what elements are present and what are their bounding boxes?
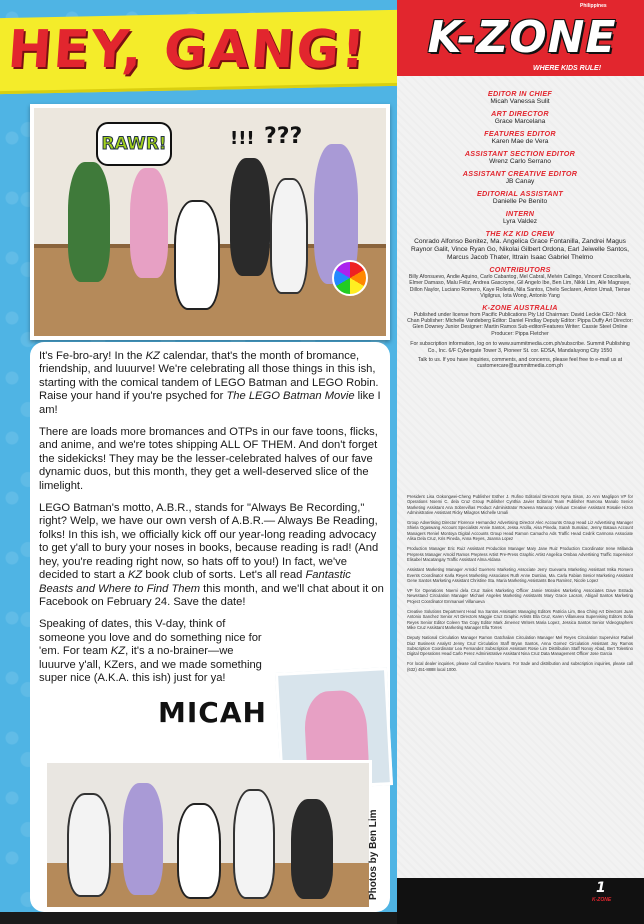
fineprint-block: For local dealer inquiries, please call Caroline Navarro. For trade and distribution and subscription inquiries, please call (632) 451-8888 local 1000.: [407, 661, 633, 672]
cow-costume-2: [67, 793, 111, 897]
role-name: JB Canay: [505, 178, 535, 185]
role-title: ASSISTANT SECTION EDITOR: [464, 149, 576, 158]
role-title: EDITOR IN CHIEF: [487, 89, 553, 98]
fineprint-block: Production Manager Eric Ruiz Assistant Production Manager Mary Jane Ruiz Production Coordinator Irene Millanda Prepress Manager Arnold Ramos Prepress Artist Pre-Press Graphic Artist Angelica Ombao Advertising Traffic Supervisor Elisabel Macatangay Traffic Assistant Alma Aldana: [407, 546, 633, 562]
p4-text-b: , it's a no-brainer—we luuurve y'all, KZers, and we made something super nice (A.K.A. this ish) just for ya!: [39, 645, 262, 684]
contributors-names: Billy Afonsuevo, Andie Aquino, Carlo Cabantog, Mel Cabral, Melvin Calingo, Vincent Coscolluela, Elmer Damaso, Malu Feliz, Andrea Gascoyne, Gil Angelo Ibe, Ben Lim, Nikki Lim, Aile Magnaye, Dillon Naylor, Luciano Romero, Kaye Rolleda, Nila Santos, Chelo Seclaren, Anton Umali, Tiense Vigilgrus, Iota Wong, Antonio Yang: [408, 274, 632, 300]
role-name: Karen Mae de Vera: [491, 138, 549, 145]
p3-text-c: this month, and we'll chat about it on Facebook on February 24. Save the date!: [39, 582, 384, 608]
role-title: ART DIRECTOR: [491, 109, 549, 118]
p1-movie-title: The LEGO Batman Movie: [226, 390, 355, 403]
penguin-costume: [230, 158, 270, 276]
role-name: Lyra Valdez: [502, 218, 538, 225]
editorial-paragraph-1: [39, 350, 384, 417]
panda-costume: [174, 200, 220, 310]
unicorn-costume-2: [123, 783, 163, 895]
hero-photo: [30, 104, 390, 340]
editorial-paragraph-3: [39, 502, 384, 609]
group-photo-bottom: [44, 760, 372, 910]
contributors-title: CONTRIBUTORS: [489, 265, 551, 274]
role-name: Danielle Pe Benito: [492, 198, 548, 205]
p4-kz: KZ: [110, 645, 126, 658]
editorial-paragraph-4: [39, 618, 271, 685]
p1-text-b: calendar, that's the month of bromance, friendship, and luuurve! We're celebrating all those things in this ish, starting with the comical tandem of LEGO Batman and LEGO Robin. Raise your hand if you're psyched for: [39, 350, 379, 403]
role-title: FEATURES EDITOR: [484, 129, 556, 138]
kzone-logo: K-ZONE: [427, 12, 617, 63]
contact-email: Talk to us. If you have inquiries, comments, and concerns, please feel free to e-mail us at customercare@summitmedia.com.ph: [417, 357, 623, 370]
p1-text-c: like I am!: [39, 390, 381, 416]
fineprint-block: VP for Operations Noemi dela Cruz Sales Marketing Officer Jamie Morales Marketing Associates Dave Estrada Newsstand Circulation Manager Michael Angeles Marketing Assistants Mary Grace Lacson, Abigail Santos Marketing Project Coordinator Emmanuel Villanueva: [407, 588, 633, 604]
p4-text-a: Speaking of dates, this V-day, think of someone you love and do something nice for 'em. For team: [39, 618, 262, 658]
cow-costume-3: [233, 789, 275, 899]
cow-costume: [270, 178, 308, 294]
penguin-costume-2: [291, 799, 333, 899]
rawr-text: RAWR!: [101, 134, 167, 154]
masthead: [407, 86, 633, 370]
staff-fineprint: [407, 494, 633, 677]
p3-book-title: Fantastic Beasts and Where to Find Them: [39, 569, 351, 595]
logo-tagline: WHERE KIDS RULE!: [530, 64, 604, 73]
p1-kz: KZ: [145, 350, 160, 362]
fineprint-block: Assistant Marketing Manager Arnold Guerrero Marketing Associate Jerry Guevarra Marketing Assistant Mika Romero Events Coordinator Karla Reyes Marketing Associates Ruth Anne Dumlao, Ma. Carla Fabian Senior Marketing Assistant Gene Santos Marketing Assistant Christine Sta. Maria Marketing Assistants Bea Ramirez, Nicole Lopez: [407, 567, 633, 583]
role-title: INTERN: [505, 209, 535, 218]
role-title: ASSISTANT CREATIVE EDITOR: [462, 169, 578, 178]
page-number: 1: [596, 880, 606, 896]
footer-brand: K-ZONE: [592, 897, 612, 903]
rawr-speech-bubble: [96, 122, 172, 166]
role-name: Grace Marcelana: [494, 118, 546, 125]
editorial-text: [39, 350, 384, 694]
australia-staff: Published under license from Pacific Publications Pty Ltd Chairman: David Leckie CEO: Nick Chan Publisher: Michelle Vandeberg Editor: Daniel Findlay Deputy Editor: Pippa Duffy Art Director: Glen Downey Junior Designer: Martin Ramos Sub-editor/Features Writer: Cassie Steel Online Producer: Pippa Fletcher: [407, 311, 633, 337]
role-name: Wrenz Carlo Serrano: [489, 158, 551, 165]
fineprint-block: Group Advertising Director Florence Hernandez Advertising Director Alec Accounts Group Head Liz Advertising Manager Shiela Ogaswang Account Specialists Annie Santos, Jessa Arcilla, Aisa Pineda, Sarah Sumalac, Jenny Bataua Account Managers Reniel Montoya Digital Accounts Group Head Ramon Camacho Ads Traffic Head Cedrik Carmona Associate Alisa Dela Cruz, Kris Pineda, Anna Reyes, Joanna Lopez: [407, 520, 633, 542]
role-title: EDITORIAL ASSISTANT: [476, 189, 564, 198]
exclaim-text: !!!: [230, 128, 255, 149]
editorial-paragraph-2: There are loads more bromances and OTPs in our fave toons, flicks, and anime, and we're totes shipping ALL OF THEM. And don't forget the sidekicks! They may be the lesser-celebrated halves of our fave dynamic duos, but this month, they get a well-deserved slice of the limelight.: [39, 426, 378, 492]
pink-costume: [130, 168, 168, 278]
rainbow-sticker-icon: [332, 260, 368, 296]
fineprint-block: President Lisa Gokongwei-Cheng Publisher Esther J. Rufino Editorial Directors Nyna Sison, Jo Ann Maglipon VP for Operations Noemi C. dela Cruz Group Publisher Cynthia Javier Editorial Team Publisher Ramona Manalo Senior Marketing Assistant Ana Sobreviñas Product Administrator Rowena Manacop Vinluan Creative Assistant Rosalie Hizon Administrative Assistant Ricky Milagros Michelle Umali: [407, 494, 633, 515]
crew-title: THE KZ KID CREW: [485, 229, 555, 238]
p3-text-b: book club of sorts. Let's all read: [142, 569, 306, 582]
question-text: ???: [264, 124, 303, 149]
panda-costume-2: [177, 803, 221, 899]
p1-text-a: It's Fe-bro-ary! In the: [39, 350, 146, 362]
p3-kz: KZ: [127, 569, 143, 582]
editor-signature: MICAH: [158, 696, 267, 729]
left-footer-bar: [0, 912, 397, 924]
fineprint-block: Creative Solutions Department Head Ina Santos Assistant Managing Editors Patricia Lim, Bea Ching Art Directors Juan Antonio Sanchez Senior Art Directors Maggie Cruz Graphic Artists Ella Cruz, Karen Villanueva Supervising Editors Sofia Reyes Senior Editor Coleen Tan Copy Editor Mark Jimenez Writers Maria Lopez, Jessica Santos Senior Videographers Mike Cruz Assistant Marketing Manager Ella Torres: [407, 609, 633, 630]
role-name: Micah Vanessa Sulit: [490, 98, 550, 105]
p3-text-a: LEGO Batman's motto, A.B.R., stands for "Always Be Recording," right? Welp, we have our own versh of A.B.R.— Always Be Reading, folks! In this ish, we officially kick off our year-long reading advocacy to get y'all to bury your noses in books, because reading is rad! (And hey, you're reading right now, so hats off to you!) In fact, we've decided to start a: [39, 502, 379, 582]
logo-region: Philippines: [580, 3, 607, 9]
page-headline: HEY, GANG!: [5, 20, 369, 80]
fineprint-block: Deputy National Circulation Manager Ramon Gatchalian Circulation Manager Mel Reyes Circulation Supervisor Rafael Diaz Business Analyst Jenny Cruz Circulation Staff Bryan Santos, Anna Gomez Circulation Assistant Joy Ramos Subscription Coordinator Lea Fernandez Subscription Assistant Rosie Lim Distribution Staff Nonoy Abad, Bert Tolentino Digital Operations Head Carlo Perez Administrative Assistant Nina Cruz Data Management Officer Jose Garcia: [407, 635, 633, 657]
crew-names: Conrado Alfonso Benitez, Ma. Angelica Grace Fontanilla, Zandrei Magus Raynor Galit, Vince Ryan Go, Nikolai Gilbert Ordona, Earl Jeiwelle Santos, Marcus Jacob Thater, Ittrain Isaac Gabriel Thelmo: [411, 238, 629, 261]
photo-credit: Photos by Ben Lim: [368, 809, 379, 900]
dinosaur-costume: [68, 162, 110, 282]
publisher-address: For subscription information, log on to www.summitmedia.com.ph/subscribe. Summit Publishing Co., Inc. 6/F Cybergate Tower 3, Pioneer St. cor. EDSA, Mandaluyong City 1550: [410, 341, 630, 354]
australia-title: K-ZONE AUSTRALIA: [482, 302, 558, 312]
